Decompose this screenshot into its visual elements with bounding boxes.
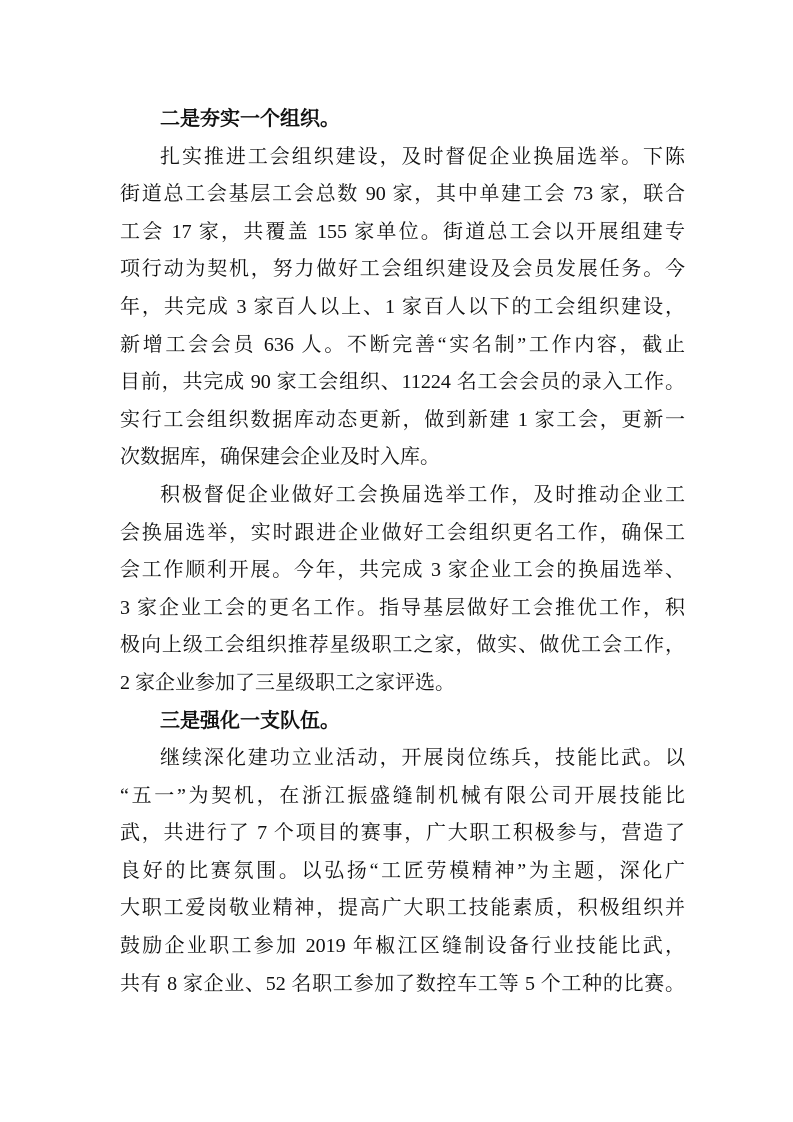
paragraph-line: “五一”为契机，在浙江振盛缝制机械有限公司开展技能比	[120, 784, 685, 807]
paragraph-line: 武，共进行了 7 个项目的赛事，广大职工积极参与，营造了	[120, 822, 685, 845]
paragraph-line: 目前，共完成 90 家工会组织、11224 名工会会员的录入工作。	[120, 371, 685, 394]
paragraph-line: 极向上级工会组织推荐星级职工之家，做实、做优工会工作，	[120, 634, 685, 657]
paragraph-line: 会换届选举，实时跟进企业做好工会组织更名工作，确保工	[120, 521, 685, 544]
paragraph-line: 新增工会会员 636 人。不断完善“实名制”工作内容，截止	[120, 333, 685, 356]
paragraph-line: 继续深化建功立业活动，开展岗位练兵，技能比武。以	[160, 747, 685, 770]
section-heading: 三是强化一支队伍。	[160, 709, 340, 732]
paragraph-line: 工会 17 家，共覆盖 155 家单位。街道总工会以开展组建专	[120, 220, 685, 243]
paragraph-line: 实行工会组织数据库动态更新，做到新建 1 家工会，更新一	[120, 408, 685, 431]
paragraph-line: 会工作顺利开展。今年，共完成 3 家企业工会的换届选举、	[120, 559, 685, 582]
paragraph-line: 2 家企业参加了三星级职工之家评选。	[120, 671, 455, 694]
paragraph	[120, 477, 685, 703]
paragraph-line: 扎实推进工会组织建设，及时督促企业换届选举。下陈	[160, 145, 685, 168]
paragraph-line: 3 家企业工会的更名工作。指导基层做好工会推优工作，积	[120, 596, 685, 619]
document-page	[120, 101, 685, 1003]
paragraph-line: 大职工爱岗敬业精神，提高广大职工技能素质，积极组织并	[120, 897, 685, 920]
paragraph-line: 年，共完成 3 家百人以上、1 家百人以下的工会组织建设，	[120, 295, 685, 318]
paragraph-line: 项行动为契机，努力做好工会组织建设及会员发展任务。今	[120, 258, 685, 281]
paragraph-line: 良好的比赛氛围。以弘扬“工匠劳模精神”为主题，深化广	[120, 859, 685, 882]
paragraph	[120, 139, 685, 477]
paragraph-line: 次数据库，确保建会企业及时入库。	[120, 446, 440, 469]
paragraph-line: 街道总工会基层工会总数 90 家，其中单建工会 73 家，联合	[120, 183, 685, 206]
paragraph	[120, 740, 685, 1003]
paragraph-line: 鼓励企业职工参加 2019 年椒江区缝制设备行业技能比武，	[120, 935, 685, 958]
paragraph-line: 积极督促企业做好工会换届选举工作，及时推动企业工	[160, 483, 685, 506]
paragraph-line: 共有 8 家企业、52 名职工参加了数控车工等 5 个工种的比赛。	[120, 972, 685, 995]
section-heading: 二是夯实一个组织。	[160, 108, 340, 130]
